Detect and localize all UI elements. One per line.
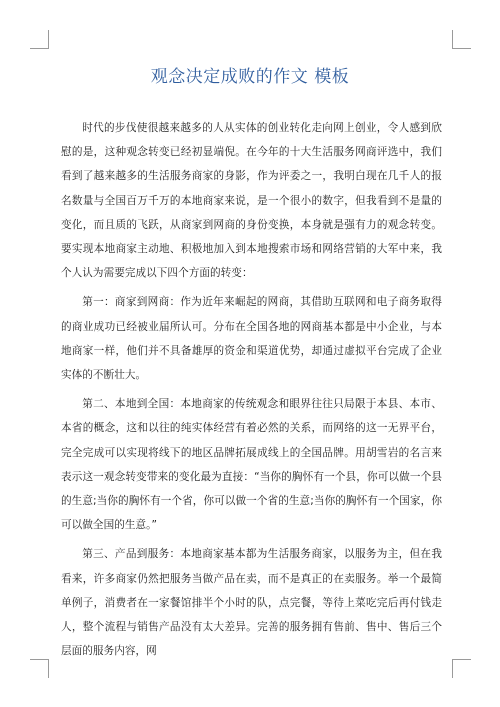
paragraph-point-3: 第三、产品到服务：本地商家基本都为生活服务商家，以服务为主，但在我看来，许多商家仍然把服务当做产品在卖，而不是真正的在卖服务。举一个最简单例子，消费者在一家餐馆排半个小时的队，点完餐，等待上菜吃完后再付钱走人，整个流程与销售产品没有太大差异。完善的服务拥有售前、售中、售后三个层面的服务内容，网 — [61, 548, 442, 658]
document-title: 观念决定成败的作文 模板 — [150, 67, 350, 87]
paragraph-intro: 时代的步伐使很越来越多的人从实体的创业转化走向网上创业，令人感到欣慰的是，这种观念转变已经初显端倪。在今年的十大生活服务网商评选中，我们看到了越来越多的生活服务商家的身影，作为评委之一，我明白现在几千人的报名数量与全国百万千万的本地商家来说，是一个很小的数字，但我看到不是量的变化，而且质的飞跃，从商家到网商的身份变换，本身就是强有力的观念转变。要实现本地商家主动地、积极地加入到本地搜索市场和网络营销的大军中来，我个人认为需要完成以下四个方面的转变： — [61, 122, 442, 280]
paragraph-point-1: 第一：商家到网商：作为近年来崛起的网商，其借助互联网和电子商务取得的商业成功已经被业届所认可。分布在全国各地的网商基本都是中小企业，与本地商家一样，他们并不具备雄厚的资金和渠道优势，却通过虚拟平台完成了企业实体的不断壮大。 — [61, 296, 442, 382]
crop-mark-top-right — [452, 30, 471, 49]
crop-mark-bottom-left — [30, 659, 49, 678]
document-body — [61, 116, 442, 668]
paragraph-point-2: 第二、本地到全国：本地商家的传统观念和眼界往往只局限于本县、本市、本省的概念，这和以往的纯实体经营有着必然的关系，而网络的这一无界平台，完全完成可以实现将线下的地区品牌拓展成线上的全国品牌。用胡雪岩的名言来表示这一观念转变带来的变化最为直接：“当你的胸怀有一个县，你可以做一个县的生意;当你的胸怀有一个省，你可以做一个省的生意;当你的胸怀有一个国家，你可以做全国的生意。” — [61, 398, 442, 532]
crop-mark-top-left — [30, 30, 49, 49]
crop-mark-bottom-right — [452, 659, 471, 678]
